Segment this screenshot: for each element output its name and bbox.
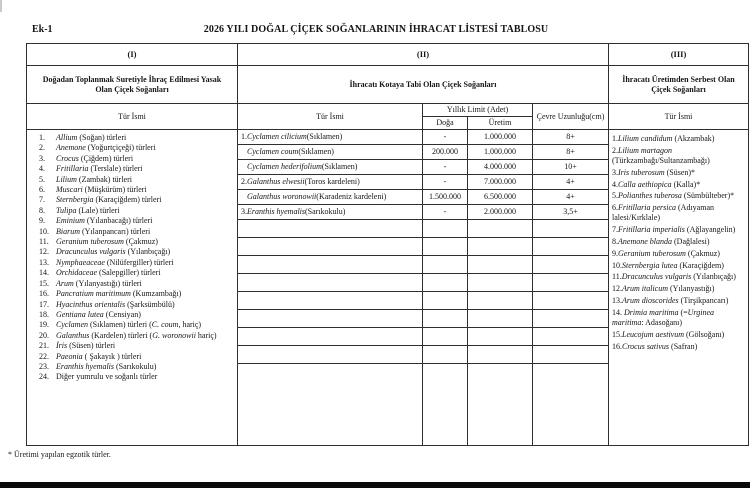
empty-cell bbox=[423, 364, 468, 446]
free-species-item: 3.Iris tuberosum (Süsen)* bbox=[612, 167, 696, 177]
empty-cell bbox=[238, 274, 423, 292]
empty-cell bbox=[533, 256, 609, 274]
production-limit-cell: 1.000.000 bbox=[468, 130, 533, 145]
banned-species-item: 7. Sternbergia (Karaçiğdem) türleri bbox=[39, 195, 162, 205]
circumference-cell: 8+ bbox=[533, 145, 609, 160]
banned-species-item: 23. Eranthis hyemalis (Sarıkokulu) bbox=[39, 361, 157, 371]
empty-cell bbox=[423, 328, 468, 346]
banned-species-item: 10. Biarum (Yılanpancarı) türleri bbox=[39, 226, 151, 236]
banned-species-item: 8. Tulipa (Lale) türleri bbox=[39, 205, 120, 215]
production-limit-cell: 7.000.000 bbox=[468, 175, 533, 190]
quota-species-cell: Cyclamen coum (Sıklamen) bbox=[238, 145, 423, 160]
scan-edge-bar bbox=[0, 482, 750, 488]
empty-cell bbox=[468, 238, 533, 256]
nature-limit-cell: 200.000 bbox=[423, 145, 468, 160]
banned-species-item: 17. Hyacinthus orientalis (Şarksümbülü) bbox=[39, 299, 175, 309]
annex-label: Ek-1 bbox=[32, 24, 53, 35]
empty-cell bbox=[238, 310, 423, 328]
empty-cell bbox=[468, 310, 533, 328]
banned-species-item: 3. Crocus (Çiğdem) türleri bbox=[39, 153, 134, 163]
circumference-cell: 10+ bbox=[533, 160, 609, 175]
export-list-table bbox=[26, 43, 749, 446]
column-number-1: (I) bbox=[27, 44, 238, 66]
empty-cell bbox=[468, 220, 533, 238]
production-limit-cell: 6.500.000 bbox=[468, 190, 533, 205]
banned-species-list bbox=[27, 130, 238, 446]
banned-species-item: 4. Fritillaria (Terslale) türleri bbox=[39, 164, 143, 174]
empty-cell bbox=[238, 220, 423, 238]
free-species-item: 13.Arum dioscorides (Tirşikpancarı) bbox=[612, 295, 729, 305]
nature-limit-header: Doğa bbox=[423, 117, 468, 130]
banned-species-item: 18. Gentiana lutea (Censiyan) bbox=[39, 309, 141, 319]
banned-species-item: 14. Orchidaceae (Salepgiller) türleri bbox=[39, 268, 161, 278]
banned-species-item: 24. Diğer yumrulu ve soğanlı türler bbox=[39, 372, 158, 382]
free-column-header: İhracatı Üretimden Serbest Olan Çiçek Soğanları bbox=[609, 66, 749, 104]
empty-cell bbox=[468, 274, 533, 292]
empty-cell bbox=[423, 292, 468, 310]
free-species-item: 10.Sternbergia lutea (Karaçiğdem) bbox=[612, 260, 724, 270]
free-species-item: 14. Drimia maritima (=Urginea maritima: Adasoğanı) bbox=[612, 307, 715, 327]
empty-cell bbox=[423, 274, 468, 292]
banned-column-header: Doğadan Toplanmak Suretiyle İhraç Edilmesi Yasak Olan Çiçek Soğanları bbox=[27, 66, 238, 104]
free-species-item: 9.Geranium tuberosum (Çakmuz) bbox=[612, 248, 720, 258]
nature-limit-cell: - bbox=[423, 160, 468, 175]
empty-cell bbox=[423, 346, 468, 364]
quota-species-cell: Cyclamen hederifolium (Sıklamen) bbox=[238, 160, 423, 175]
quota-column-header: İhracatı Kotaya Tabi Olan Çiçek Soğanları bbox=[238, 66, 609, 104]
quota-species-cell: Galanthus woronowii (Karadeniz kardeleni) bbox=[238, 190, 423, 205]
empty-cell bbox=[468, 346, 533, 364]
circumference-cell: 8+ bbox=[533, 130, 609, 145]
banned-species-name-header: Tür İsmi bbox=[27, 104, 238, 130]
banned-species-item: 12. Dracunculus vulgaris (Yılanbıçağı) bbox=[39, 247, 171, 257]
empty-cell bbox=[238, 256, 423, 274]
free-species-item: 6.Fritillaria persica (Adıyaman lalesi/Kırklale) bbox=[612, 203, 714, 223]
banned-species-item: 19. Cyclamen (Sıklamen) türleri (C. coum, hariç) bbox=[39, 320, 202, 330]
banned-species-item: 2. Anemone (Yoğurtçiçeği) türleri bbox=[39, 143, 156, 153]
quota-species-cell: 2. Galanthus elwesii (Toros kardeleni) bbox=[238, 175, 423, 190]
column-number-2: (II) bbox=[238, 44, 609, 66]
circumference-header: Çevre Uzunluğu(cm) bbox=[533, 104, 609, 130]
empty-cell bbox=[533, 220, 609, 238]
empty-cell bbox=[468, 328, 533, 346]
scan-artifact bbox=[0, 0, 2, 12]
nature-limit-cell: - bbox=[423, 205, 468, 220]
free-species-item: 7.Fritillaria imperialis (Ağlayangelin) bbox=[612, 225, 736, 235]
empty-cell bbox=[533, 328, 609, 346]
empty-cell bbox=[533, 346, 609, 364]
empty-cell bbox=[423, 310, 468, 328]
empty-cell bbox=[533, 292, 609, 310]
column-number-3: (III) bbox=[609, 44, 749, 66]
free-species-item: 16.Crocus sativus (Safran) bbox=[612, 341, 698, 351]
banned-species-item: 16. Pancratium maritimum (Kumzambağı) bbox=[39, 289, 182, 299]
banned-species-item: 5. Lilium (Zambak) türleri bbox=[39, 174, 132, 184]
banned-species-item: 9. Eminium (Yılanbacağı) türleri bbox=[39, 216, 153, 226]
footnote: * Üretimi yapılan egzotik türler. bbox=[8, 450, 111, 459]
empty-cell bbox=[238, 238, 423, 256]
banned-species-item: 11. Geranium tuberosum (Çakmuz) bbox=[39, 237, 158, 247]
page-title: 2026 YILI DOĞAL ÇİÇEK SOĞANLARININ İHRACAT LİSTESİ TABLOSU bbox=[203, 24, 549, 35]
empty-cell bbox=[468, 364, 533, 446]
empty-cell bbox=[238, 328, 423, 346]
production-limit-cell: 4.000.000 bbox=[468, 160, 533, 175]
free-species-item: 5.Polianthes tuberosa (Sümbülteber)* bbox=[612, 191, 735, 201]
empty-cell bbox=[423, 220, 468, 238]
production-limit-cell: 2.000.000 bbox=[468, 205, 533, 220]
empty-cell bbox=[533, 238, 609, 256]
empty-cell bbox=[533, 310, 609, 328]
production-limit-cell: 1.000.000 bbox=[468, 145, 533, 160]
free-species-item: 1.Lilium candidum (Akzambak) bbox=[612, 134, 715, 143]
free-species-item: 8.Anemone blanda (Dağlalesi) bbox=[612, 236, 710, 246]
circumference-cell: 3,5+ bbox=[533, 205, 609, 220]
nature-limit-cell: 1.500.000 bbox=[423, 190, 468, 205]
quota-species-cell: 3. Eranthis hyemalis (Sarıkokulu) bbox=[238, 205, 423, 220]
banned-species-item: 21. İris (Süsen) türleri bbox=[39, 341, 116, 351]
free-species-name-header: Tür İsmi bbox=[609, 104, 749, 130]
empty-cell bbox=[238, 364, 423, 446]
empty-cell bbox=[533, 274, 609, 292]
empty-cell bbox=[423, 256, 468, 274]
empty-cell bbox=[238, 292, 423, 310]
free-species-item: 2.Lilium martagon (Türkzambağı/Sultanzambağı) bbox=[612, 145, 710, 165]
banned-species-item: 1. Allium (Soğan) türleri bbox=[39, 133, 127, 142]
circumference-cell: 4+ bbox=[533, 175, 609, 190]
banned-species-item: 22. Paeonia ( Şakayık ) türleri bbox=[39, 351, 142, 361]
quota-species-cell: 1. Cyclamen cilicium (Sıklamen) bbox=[238, 130, 423, 145]
nature-limit-cell: - bbox=[423, 175, 468, 190]
quota-species-name-header: Tür İsmi bbox=[238, 104, 423, 130]
nature-limit-cell: - bbox=[423, 130, 468, 145]
production-limit-header: Üretim bbox=[468, 117, 533, 130]
empty-cell bbox=[533, 364, 609, 446]
circumference-cell: 4+ bbox=[533, 190, 609, 205]
free-species-item: 11.Dracunculus vulgaris (Yılanbıçağı) bbox=[612, 272, 736, 282]
free-species-item: 4.Calla aethiopica (Kalla)* bbox=[612, 179, 701, 189]
banned-species-item: 15. Arum (Yılanyastığı) türleri bbox=[39, 278, 142, 288]
empty-cell bbox=[468, 256, 533, 274]
free-species-item: 15.Leucojum aestivum (Gölsoğanı) bbox=[612, 329, 725, 339]
banned-species-item: 6. Muscari (Müşkürüm) türleri bbox=[39, 185, 147, 195]
banned-species-item: 20. Galanthus (Kardelen) türleri (G. woronowii hariç) bbox=[39, 330, 217, 340]
free-species-item: 12.Arum italicum (Yılanyastığı) bbox=[612, 284, 715, 294]
banned-species-item: 13. Nymphaeaceae (Nilüfergiller) türleri bbox=[39, 257, 174, 267]
annual-limit-header: Yıllık Limit (Adet) bbox=[423, 104, 533, 117]
empty-cell bbox=[423, 238, 468, 256]
free-species-list bbox=[609, 130, 749, 446]
empty-cell bbox=[468, 292, 533, 310]
empty-cell bbox=[238, 346, 423, 364]
